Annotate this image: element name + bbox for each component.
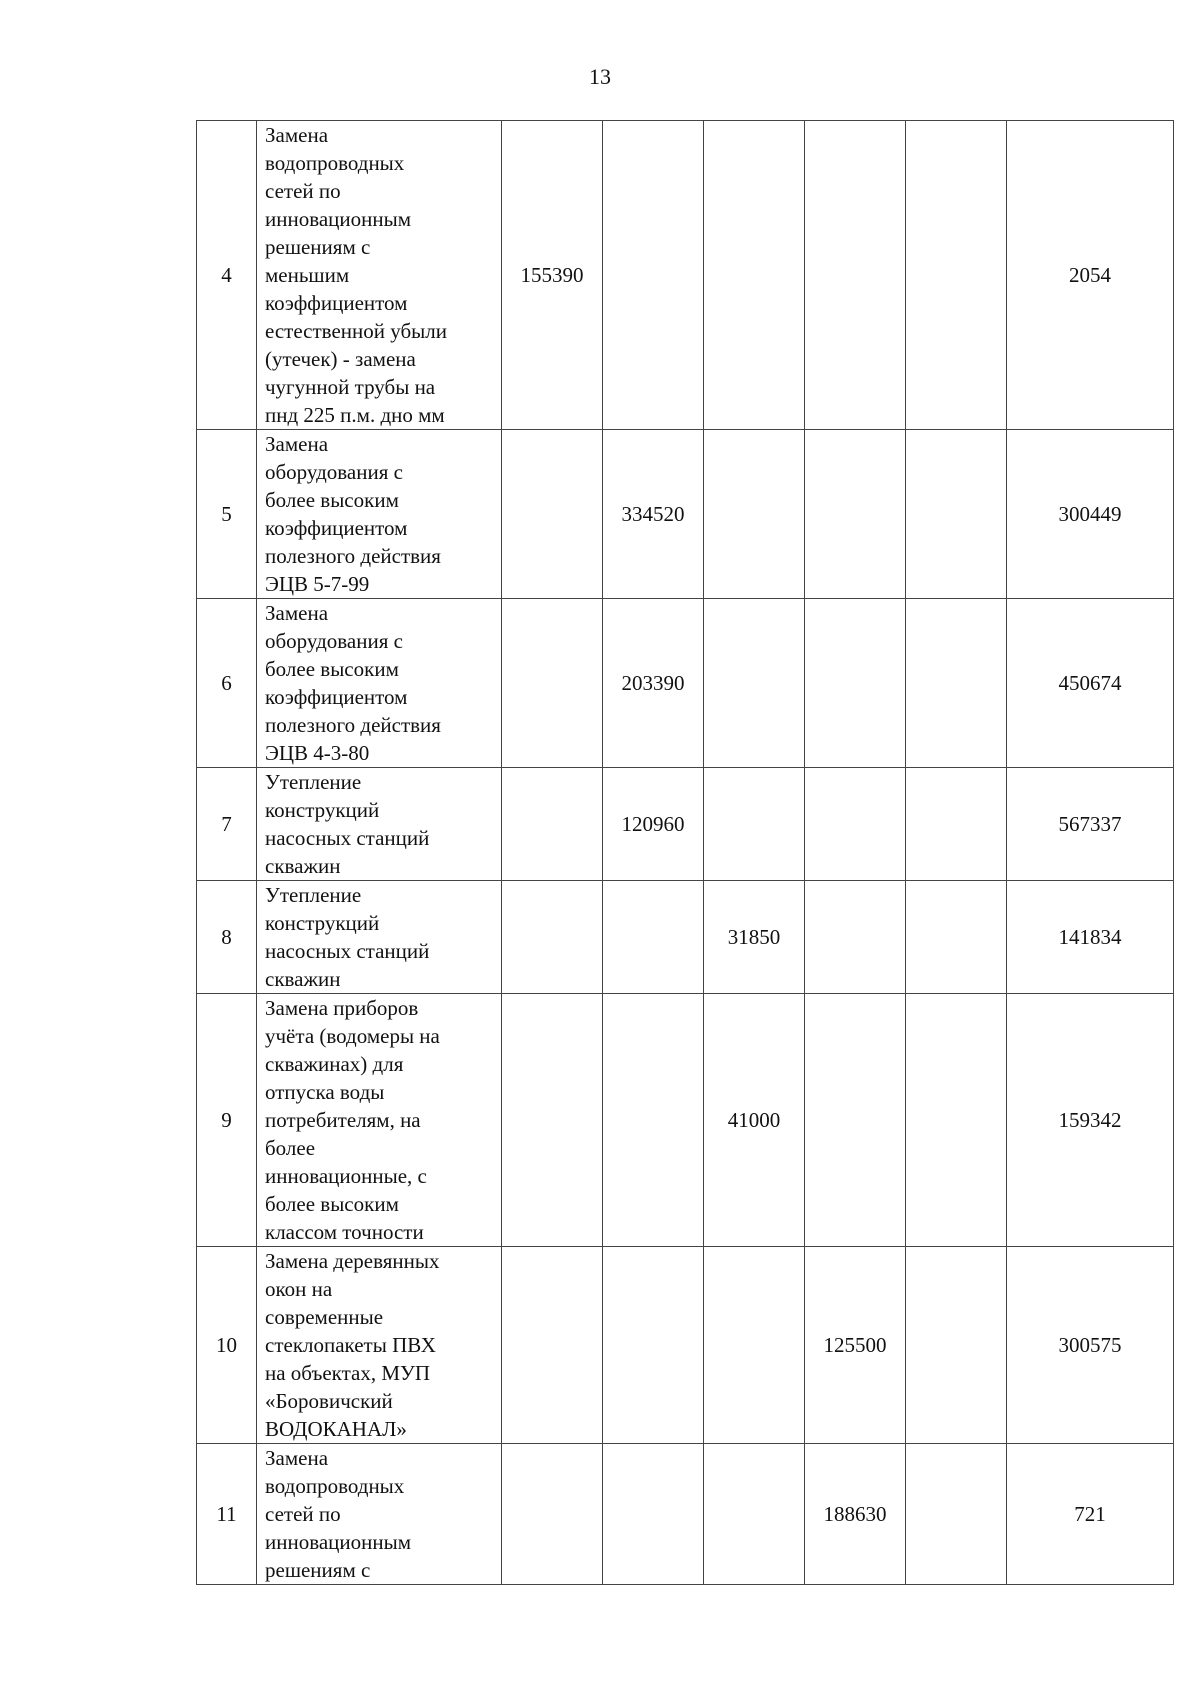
description-line: современные (265, 1305, 384, 1329)
value-cell-col4 (805, 121, 906, 430)
page-number: 13 (589, 64, 611, 89)
table-row (197, 1247, 1174, 1444)
description-line: инновационные, с (265, 1164, 427, 1188)
measure-description (257, 1247, 502, 1444)
value-cell-col5 (906, 599, 1007, 768)
value-cell-col3 (704, 768, 805, 881)
description-line: Замена (265, 601, 329, 625)
value-cell-col3: 41000 (704, 994, 805, 1247)
measure-description (257, 768, 502, 881)
description-line: решениям с (265, 1558, 371, 1582)
row-number: 9 (197, 994, 257, 1247)
row-number: 7 (197, 768, 257, 881)
description-line: ЭЦВ 4-3-80 (265, 741, 370, 765)
value-cell-col5 (906, 768, 1007, 881)
table-row (197, 430, 1174, 599)
description-line: (утечек) - замена (265, 347, 416, 371)
description-line: ЭЦВ 5-7-99 (265, 572, 370, 596)
value-cell-col3 (704, 1247, 805, 1444)
description-line: на объектах, МУП (265, 1361, 431, 1385)
value-cell-col5 (906, 1444, 1007, 1585)
row-number: 6 (197, 599, 257, 768)
row-number: 8 (197, 881, 257, 994)
effect-value-cell: 141834 (1007, 881, 1174, 994)
value-cell-col3 (704, 1444, 805, 1585)
value-cell-col5 (906, 430, 1007, 599)
description-line: скважин (265, 967, 341, 991)
description-line: коэффициентом (265, 291, 408, 315)
value-cell-col2: 203390 (603, 599, 704, 768)
value-cell-col3 (704, 430, 805, 599)
value-cell-col2 (603, 1247, 704, 1444)
effect-value-cell: 159342 (1007, 994, 1174, 1247)
description-line: скважинах) для (265, 1052, 404, 1076)
value-cell-col5 (906, 1247, 1007, 1444)
description-line: Замена деревянных (265, 1249, 440, 1273)
value-cell-col5 (906, 121, 1007, 430)
value-cell-col1 (502, 1444, 603, 1585)
value-cell-col2 (603, 1444, 704, 1585)
value-cell-col2 (603, 121, 704, 430)
value-cell-col1 (502, 1247, 603, 1444)
description-line: водопроводных (265, 1474, 405, 1498)
description-line: отпуска воды (265, 1080, 385, 1104)
value-cell-col2 (603, 881, 704, 994)
value-cell-col1: 155390 (502, 121, 603, 430)
measures-table (196, 120, 1174, 1585)
value-cell-col1 (502, 768, 603, 881)
value-cell-col4 (805, 430, 906, 599)
description-line: инновационным (265, 207, 412, 231)
description-line: окон на (265, 1277, 333, 1301)
table-row (197, 881, 1174, 994)
value-cell-col2: 120960 (603, 768, 704, 881)
description-line: учёта (водомеры на (265, 1024, 440, 1048)
description-line: Замена (265, 123, 329, 147)
description-line: более высоким (265, 488, 399, 512)
description-line: водопроводных (265, 151, 405, 175)
value-cell-col5 (906, 881, 1007, 994)
description-line: насосных станций (265, 826, 430, 850)
description-line: классом точности (265, 1220, 424, 1244)
table-row (197, 599, 1174, 768)
effect-value-cell: 450674 (1007, 599, 1174, 768)
row-number: 4 (197, 121, 257, 430)
description-line: оборудования с (265, 629, 403, 653)
description-line: чугунной трубы на (265, 375, 436, 399)
value-cell-col3 (704, 121, 805, 430)
description-line: полезного действия (265, 713, 441, 737)
value-cell-col4 (805, 994, 906, 1247)
effect-value-cell: 721 (1007, 1444, 1174, 1585)
value-cell-col1 (502, 994, 603, 1247)
value-cell-col2 (603, 994, 704, 1247)
description-line: конструкций (265, 798, 380, 822)
description-line: меньшим (265, 263, 350, 287)
measure-description (257, 994, 502, 1247)
value-cell-col4 (805, 768, 906, 881)
measure-description (257, 121, 502, 430)
description-line: более высоким (265, 1192, 399, 1216)
measure-description (257, 599, 502, 768)
row-number: 10 (197, 1247, 257, 1444)
description-line: сетей по (265, 1502, 341, 1526)
description-line: коэффициентом (265, 685, 408, 709)
description-line: Утепление (265, 883, 362, 907)
description-line: Утепление (265, 770, 362, 794)
value-cell-col1 (502, 881, 603, 994)
table-row (197, 768, 1174, 881)
description-line: сетей по (265, 179, 341, 203)
value-cell-col3: 31850 (704, 881, 805, 994)
measure-description (257, 881, 502, 994)
table-row (197, 994, 1174, 1247)
value-cell-col4: 125500 (805, 1247, 906, 1444)
effect-value-cell: 300575 (1007, 1247, 1174, 1444)
description-line: скважин (265, 854, 341, 878)
description-line: решениям с (265, 235, 371, 259)
effect-value-cell: 2054 (1007, 121, 1174, 430)
description-line: ВОДОКАНАЛ» (265, 1417, 407, 1441)
effect-value-cell: 567337 (1007, 768, 1174, 881)
value-cell-col3 (704, 599, 805, 768)
description-line: коэффициентом (265, 516, 408, 540)
table-row (197, 121, 1174, 430)
value-cell-col4 (805, 881, 906, 994)
value-cell-col1 (502, 599, 603, 768)
description-line: полезного действия (265, 544, 441, 568)
description-line: конструкций (265, 911, 380, 935)
description-line: насосных станций (265, 939, 430, 963)
description-line: потребителям, на (265, 1108, 421, 1132)
value-cell-col2: 334520 (603, 430, 704, 599)
description-line: «Боровичский (265, 1389, 393, 1413)
table-body (197, 121, 1174, 1585)
table-row (197, 1444, 1174, 1585)
value-cell-col4 (805, 599, 906, 768)
measure-description (257, 430, 502, 599)
description-line: инновационным (265, 1530, 412, 1554)
description-line: пнд 225 п.м. дно мм (265, 403, 445, 427)
description-line: более (265, 1136, 316, 1160)
measure-description (257, 1444, 502, 1585)
value-cell-col4: 188630 (805, 1444, 906, 1585)
description-line: естественной убыли (265, 319, 447, 343)
description-line: Замена (265, 432, 329, 456)
description-line: оборудования с (265, 460, 403, 484)
description-line: стеклопакеты ПВХ (265, 1333, 436, 1357)
value-cell-col1 (502, 430, 603, 599)
description-line: Замена приборов (265, 996, 419, 1020)
row-number: 5 (197, 430, 257, 599)
description-line: Замена (265, 1446, 329, 1470)
row-number: 11 (197, 1444, 257, 1585)
effect-value-cell: 300449 (1007, 430, 1174, 599)
value-cell-col5 (906, 994, 1007, 1247)
description-line: более высоким (265, 657, 399, 681)
